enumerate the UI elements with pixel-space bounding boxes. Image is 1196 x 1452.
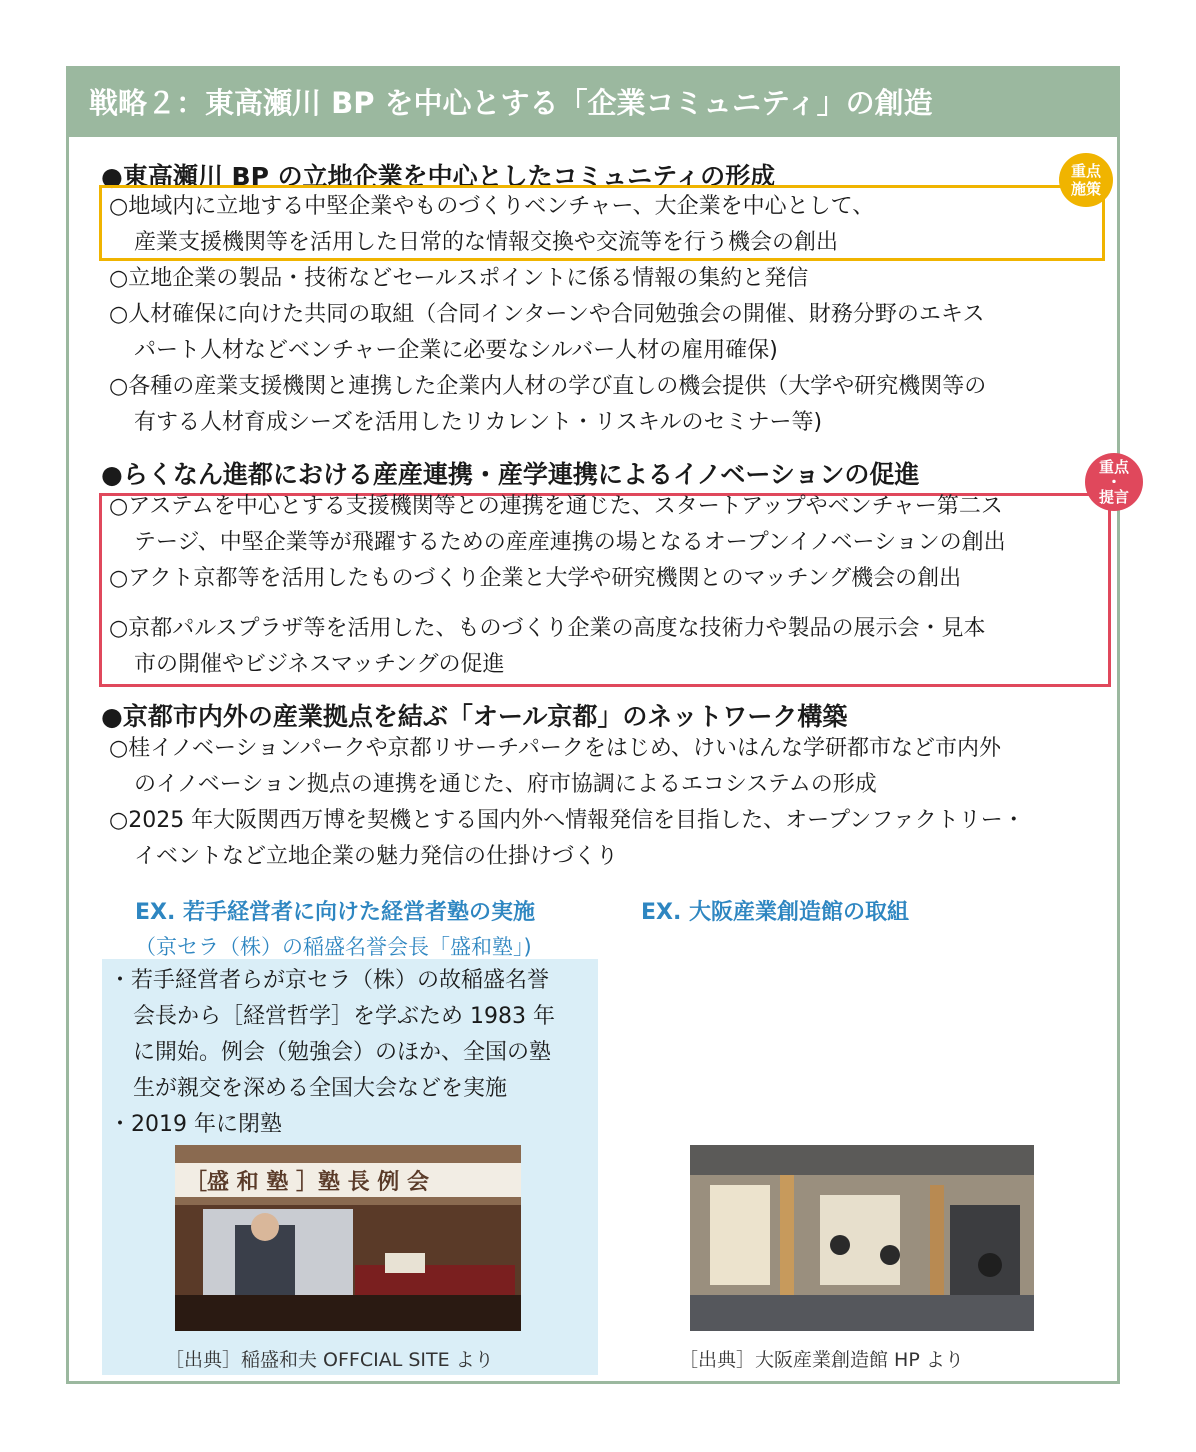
priority-measure-badge: 重点 施策 [1059, 153, 1113, 207]
list-item: ○人材確保に向けた共同の取組（合同インターンや合同勉強会の開催、財務分野のエキス パート人材などベンチャー企業に必要なシルバー人材の雇用確保) [109, 302, 985, 363]
section-3-heading: ●京都市内外の産業拠点を結ぶ「オール京都」のネットワーク構築 [101, 702, 848, 731]
seiwajuku-seminar-photo [175, 1145, 521, 1331]
photo-banner-text: ［盛 和 塾 ］塾 長 例 会 [185, 1169, 429, 1195]
example-title-seiwajuku: EX. 若手経営者に向けた経営者塾の実施 [135, 900, 536, 925]
source-caption-left: ［出典］稲盛和夫 OFFCIAL SITE より [165, 1349, 494, 1371]
strategy-frame [66, 66, 1129, 1384]
list-item: ○アクト京都等を活用したものづくり企業と大学や研究機関とのマッチング機会の創出 [109, 566, 962, 591]
list-item: ○各種の産業支援機関と連携した企業内人材の学び直しの機会提供（大学や研究機関等の 有する人材育成シーズを活用したリカレント・リスキルのセミナー等) [109, 374, 987, 435]
example-subtitle: （京セラ（株）の稲盛名誉会長「盛和塾」) [135, 935, 532, 959]
section-1-heading: ●東高瀬川 BP の立地企業を中心としたコミュニティの形成 [101, 162, 776, 191]
list-item: ○アステムを中心とする支援機関等との連携を通じた、スタートアップやベンチャー第二ス テージ、中堅企業等が飛躍するための産産連携の場となるオープンイノベーションの創出 [109, 494, 1006, 555]
osaka-industry-hall-photo [690, 1145, 1034, 1331]
priority-proposal-badge: 重点 ・ 提言 [1085, 453, 1143, 511]
list-item: ○2025 年大阪関西万博を契機とする国内外へ情報発信を目指した、オープンファクトリー・ イベントなど立地企業の魅力発信の仕掛けづくり [109, 808, 1025, 869]
list-item: ○地域内に立地する中堅企業やものづくりベンチャー、大企業を中心として、 産業支援機関等を活用した日常的な情報交換や交流等を行う機会の創出 [109, 194, 875, 255]
list-item: ○京都パルスプラザ等を活用した、ものづくり企業の高度な技術力や製品の展示会・見本 市の開催やビジネスマッチングの促進 [109, 616, 986, 677]
example-bullet: ・若手経営者らが京セラ（株）の故稲盛名誉 会長から［経営哲学］を学ぶため 1983 年 に開始。例会（勉強会）のほか、全国の塾 生が親交を深める全国大会などを実施 [109, 968, 555, 1101]
example-title-sansoukan: EX. 大阪産業創造館の取組 [641, 900, 910, 925]
source-caption-right: ［出典］大阪産業創造館 HP より [679, 1349, 964, 1371]
strategy-title: 戦略２：東高瀬川 BP を中心とする「企業コミュニティ」の創造 [69, 69, 1117, 137]
list-item: ○立地企業の製品・技術などセールスポイントに係る情報の集約と発信 [109, 266, 809, 291]
list-item: ○桂イノベーションパークや京都リサーチパークをはじめ、けいはんな学研都市など市内外 のイノベーション拠点の連携を通じた、府市協調によるエコシステムの形成 [109, 736, 1001, 797]
section-2-heading: ●らくなん進都における産産連携・産学連携によるイノベーションの促進 [101, 460, 920, 489]
example-bullet: ・2019 年に閉塾 [109, 1112, 282, 1137]
